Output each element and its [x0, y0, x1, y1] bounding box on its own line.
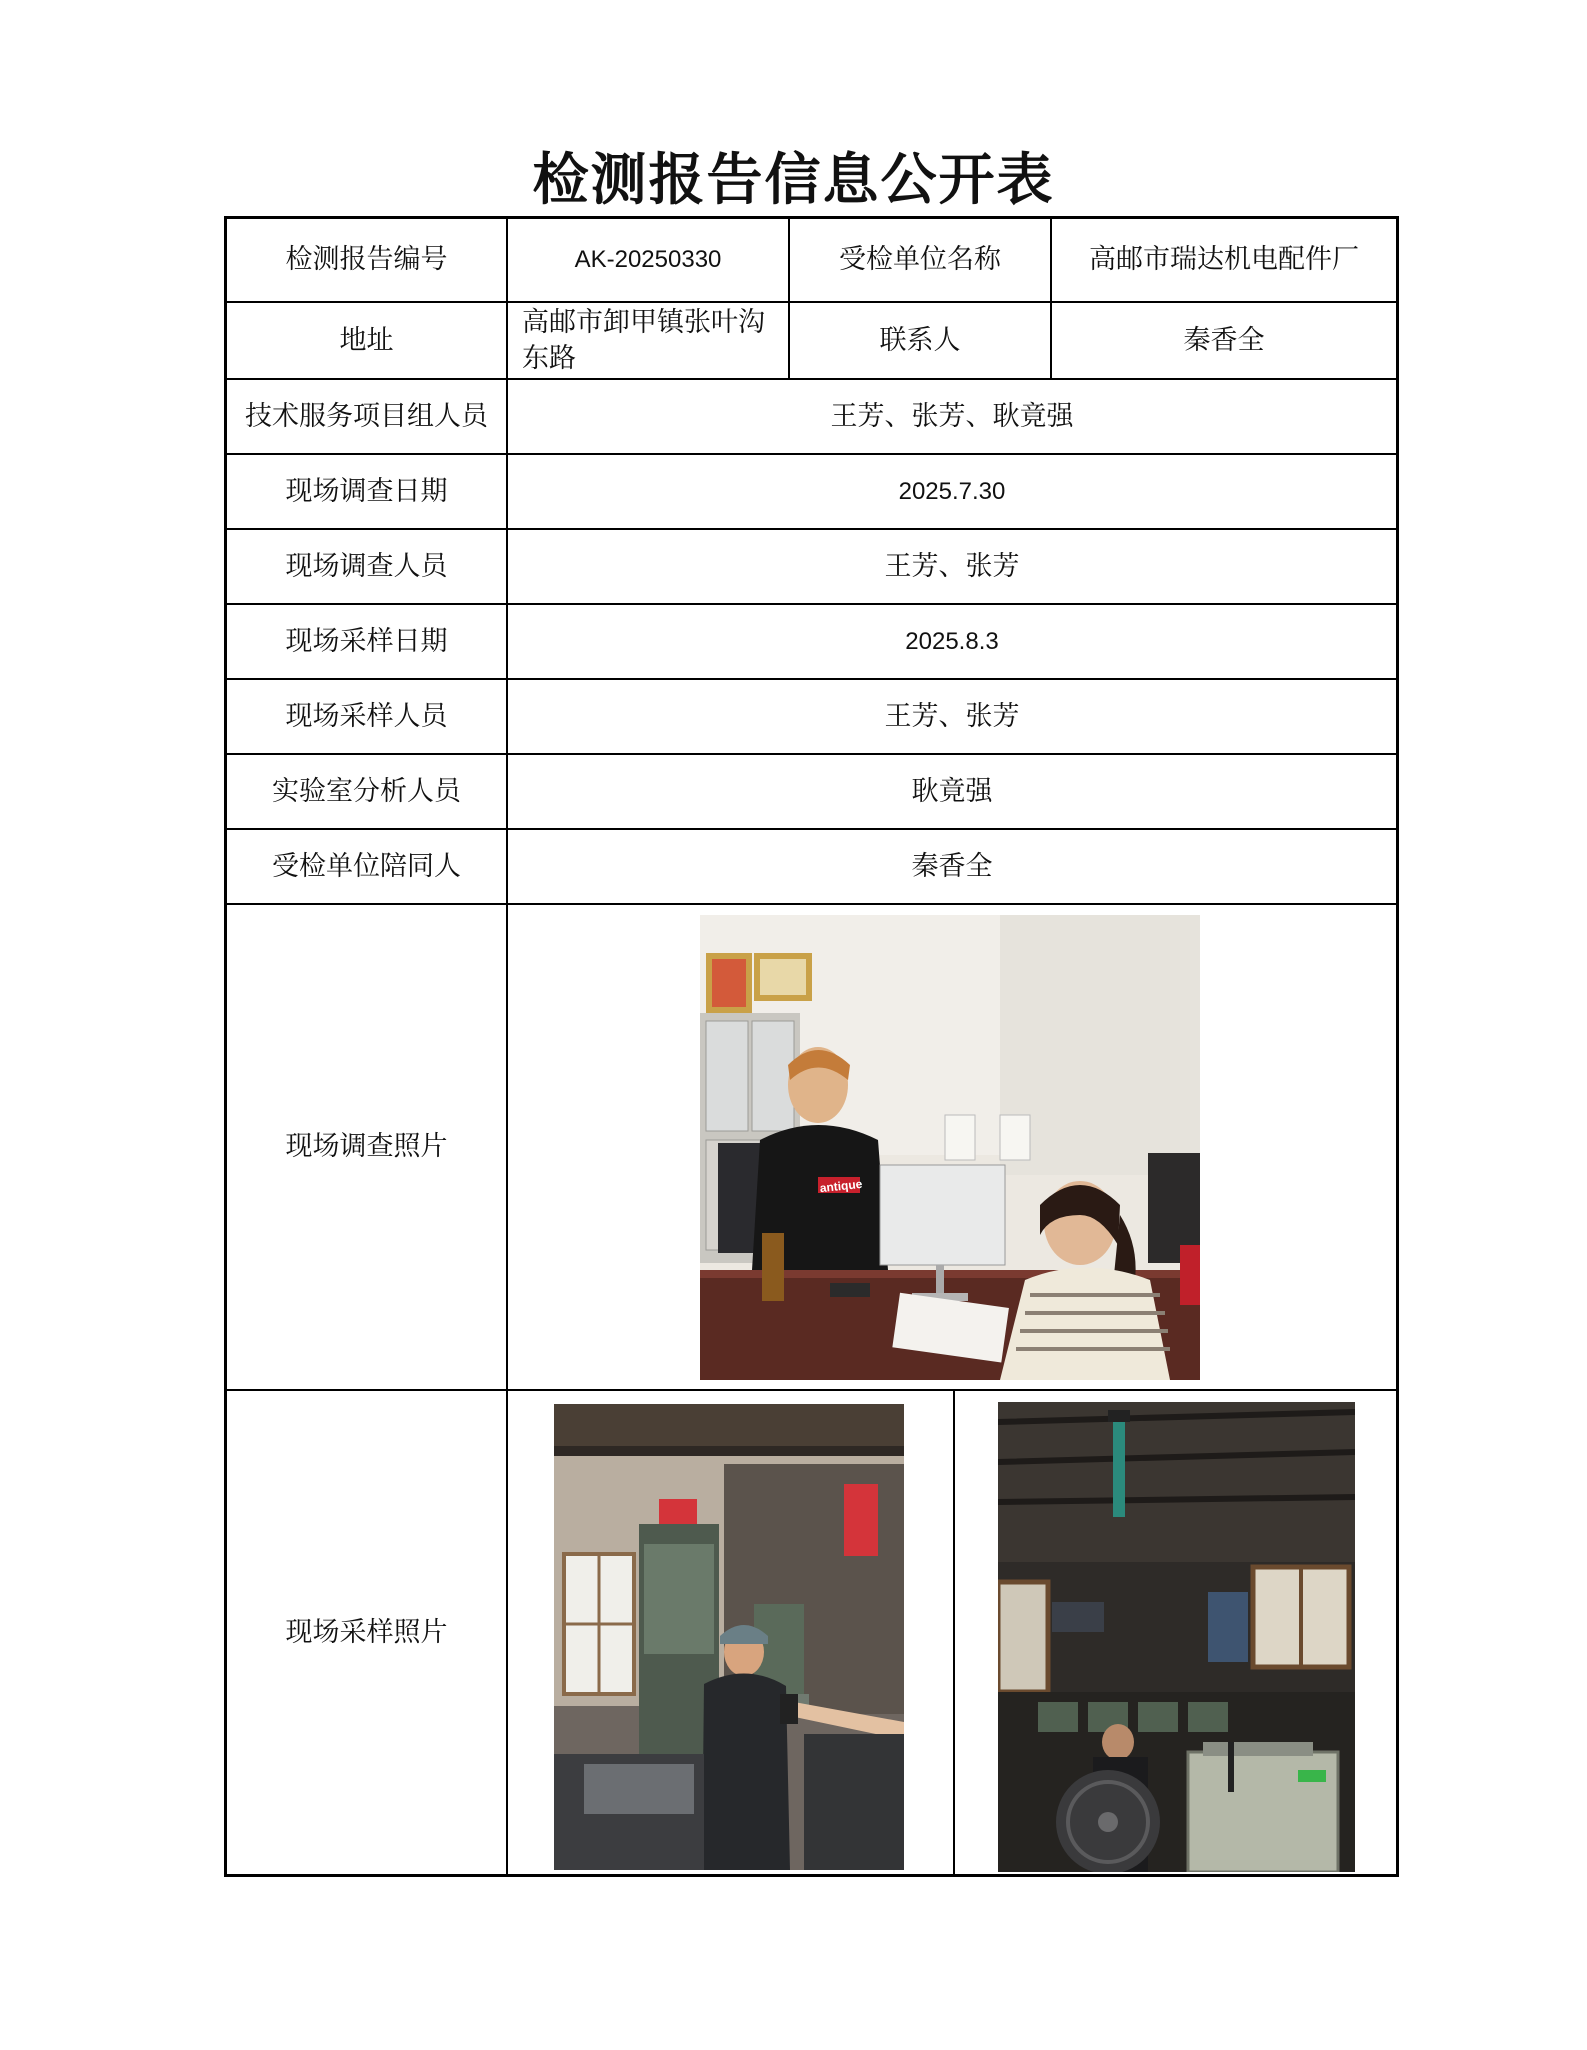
lab-staff-value: 耿竟强 [911, 775, 993, 807]
sampling-date-label: 现场采样日期 [285, 625, 448, 657]
escort-label: 受检单位陪同人 [272, 850, 461, 882]
sampling-staff-value: 王芳、张芳 [884, 700, 1020, 732]
sampling-date-value: 2025.8.3 [905, 627, 999, 655]
address-line-1: 高邮市卸甲镇张叶沟 [522, 306, 765, 338]
sampling-photo-label: 现场采样照片 [285, 1616, 448, 1648]
sampling-staff-label: 现场采样人员 [285, 700, 448, 732]
survey-staff-value: 王芳、张芳 [884, 550, 1020, 582]
survey-staff-label: 现场调查人员 [285, 550, 448, 582]
company-label: 受检单位名称 [839, 244, 1001, 275]
address-line-2: 东路 [522, 342, 576, 374]
sampling-photo-drill-press [554, 1404, 904, 1870]
escort-value: 秦香全 [911, 850, 993, 882]
address-value [508, 303, 788, 378]
contact-value: 秦香全 [1183, 324, 1265, 356]
survey-photo [700, 915, 1200, 1380]
report-no-value: AK-20250330 [574, 246, 722, 273]
page-title: 检测报告信息公开表 [532, 147, 1055, 213]
sampling-photo-workshop [998, 1402, 1355, 1872]
report-no-label: 检测报告编号 [285, 244, 448, 275]
contact-label: 联系人 [879, 324, 961, 356]
team-label: 技术服务项目组人员 [245, 400, 488, 432]
survey-photo-label: 现场调查照片 [285, 1131, 448, 1162]
column-divider [953, 1389, 955, 1877]
shirt-text: antique [819, 1176, 863, 1196]
lab-staff-label: 实验室分析人员 [272, 775, 461, 807]
survey-date-label: 现场调查日期 [285, 475, 448, 507]
survey-date-value: 2025.7.30 [898, 477, 1006, 505]
company-value: 高邮市瑞达机电配件厂 [1089, 244, 1359, 275]
address-label: 地址 [339, 324, 394, 356]
team-value: 王芳、张芳、耿竟强 [830, 400, 1074, 432]
